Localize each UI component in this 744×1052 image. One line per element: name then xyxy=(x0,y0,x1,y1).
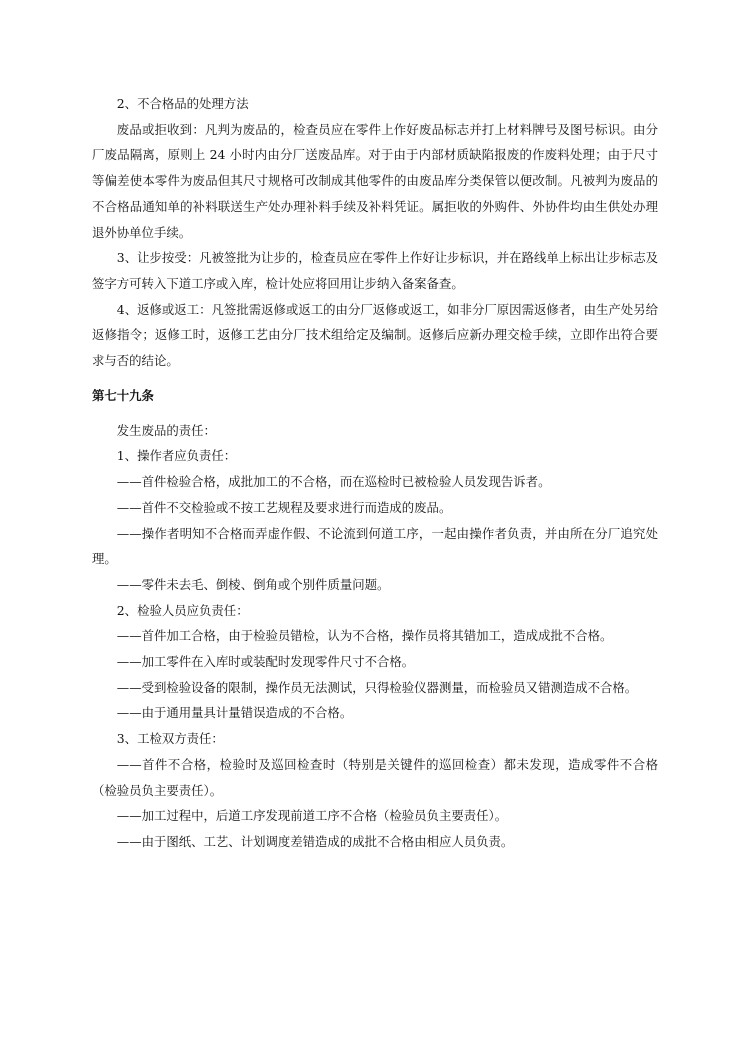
paragraph-concession: 3、让步按受：凡被签批为让步的，检查员应在零件上作好让步标识，并在路线单上标出让步标志及签字方可转入下道工序或入库，检计处应将回用让步纳入备案备查。 xyxy=(92,250,658,291)
paragraph-scrap-responsibility-intro: 发生废品的责任： xyxy=(116,422,216,438)
document-body xyxy=(92,91,658,855)
paragraph-scrap-reject: 废品或拒收到：凡判为废品的，检查员应在零件上作好废品标志并打上材料牌号及图号标识。由分厂废品隔离，原则上 24 小时内由分厂送废品库。对于由于内部材质缺陷报废的作废料处理；由于尺寸等偏差使本零件为废品但其尺寸规格可改制成其他零件的由废品库分类保管以便改制。凡被判为废品的不合格品通知单的补料联送生产处办理补料手续及补料凭证。属拒收的外购件、外协件均由生供处办理退外协单位手续。 xyxy=(92,121,658,240)
list-item: ——首件检验合格，成批加工的不合格，而在巡检时已被检验人员发现告诉者。 xyxy=(116,474,551,490)
subsection-title-inspector: 2、检验人员应负责任： xyxy=(116,602,249,618)
list-item: ——首件不交检验或不按工艺规程及要求进行而造成的废品。 xyxy=(116,499,452,515)
paragraph-rework: 4、返修或返工：凡签批需返修或返工的由分厂返修或返工，如非分厂原因需返修者，由生产处另给返修指令；返修工时，返修工艺由分厂技术组给定及编制。返修后应新办理交检手续，立即作出符合要求与否的结论。 xyxy=(92,301,658,369)
list-item: ——首件不合格，检验时及巡回检查时（特别是关键件的巡回检查）都未发现，造成零件不合格（检验员负主要责任）。 xyxy=(92,756,658,798)
subsection-title-operator: 1、操作者应负责任： xyxy=(116,448,237,464)
list-item: ——由于通用量具计量错误造成的不合格。 xyxy=(116,705,353,721)
list-item: ——首件加工合格，由于检验员错检，认为不合格，操作员将其错加工，造成成批不合格。 xyxy=(116,628,613,644)
article-heading: 第七十九条 xyxy=(92,387,154,403)
list-item: ——加工过程中，后道工序发现前道工序不合格（检验员负主要责任）。 xyxy=(116,808,508,824)
subsection-title-joint: 3、工检双方责任： xyxy=(116,731,224,747)
list-item: ——由于图纸、工艺、计划调度差错造成的成批不合格由相应人员负责。 xyxy=(116,833,514,849)
list-item: ——零件未去毛、倒棱、倒角或个别件质量问题。 xyxy=(116,576,390,592)
list-item: ——操作者明知不合格而弄虚作假、不论流到何道工序，一起由操作者负责，并由所在分厂追究处理。 xyxy=(92,525,658,567)
list-item: ——受到检验设备的限制，操作员无法测试，只得检验仪器测量，而检验员又错测造成不合格。 xyxy=(116,679,638,695)
list-item: ——加工零件在入库时或装配时发现零件尺寸不合格。 xyxy=(116,654,415,670)
paragraph-nonconforming-method-title: 2、不合格品的处理方法 xyxy=(116,96,249,111)
